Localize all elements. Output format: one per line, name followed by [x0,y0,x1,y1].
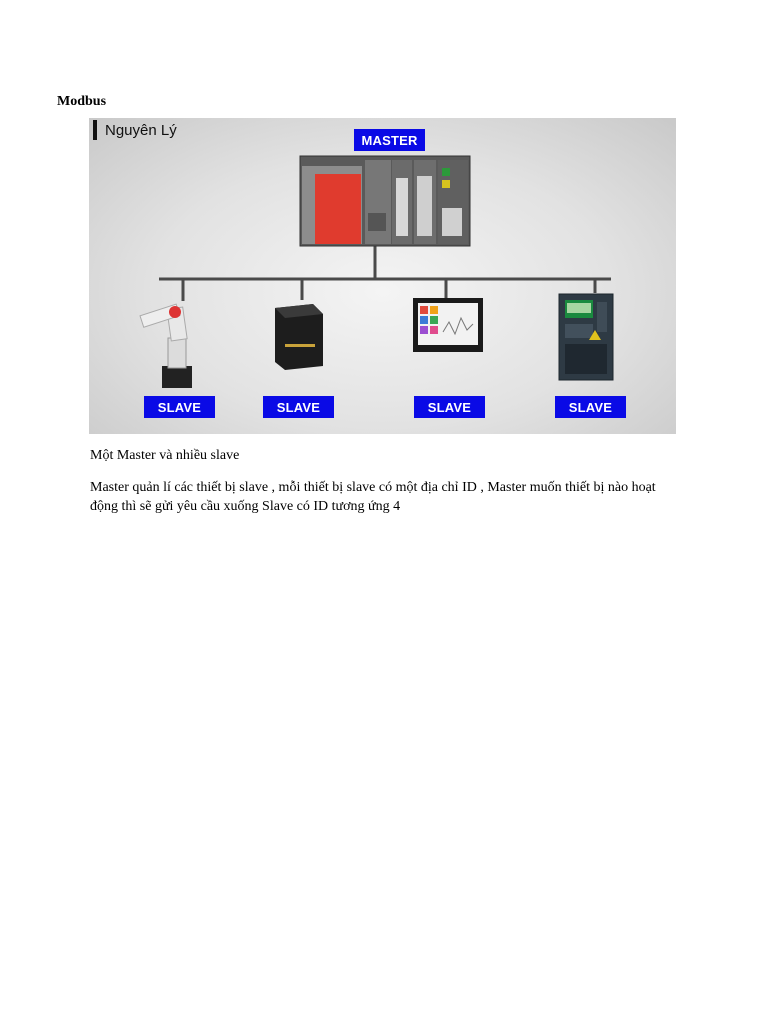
modbus-diagram-figure [89,118,676,434]
slave-label-2: SLAVE [263,396,334,418]
section-heading: Modbus [57,94,107,109]
inverter-icon [559,294,613,380]
master-label: MASTER [354,129,425,151]
figure-title-text: Nguyên Lý [105,121,177,139]
slave-label-3: SLAVE [414,396,485,418]
plc-master-icon [300,156,470,246]
hmi-panel-icon [413,298,483,352]
servo-drive-icon [275,304,323,370]
slave-label-1: SLAVE [144,396,215,418]
slave-label-4: SLAVE [555,396,626,418]
robot-arm-icon [140,304,192,388]
body-paragraph: Master quản lí các thiết bị slave , mỗi thiết bị slave có một địa chỉ ID , Master muốn thiết bị nào hoạt động thì sẽ gửi yêu cầu xuống Slave có ID tương ứng 4 [90,480,656,514]
network-diagram [89,118,676,434]
figure-caption: Một Master và nhiều slave [90,448,240,463]
bus-lines [159,246,611,301]
